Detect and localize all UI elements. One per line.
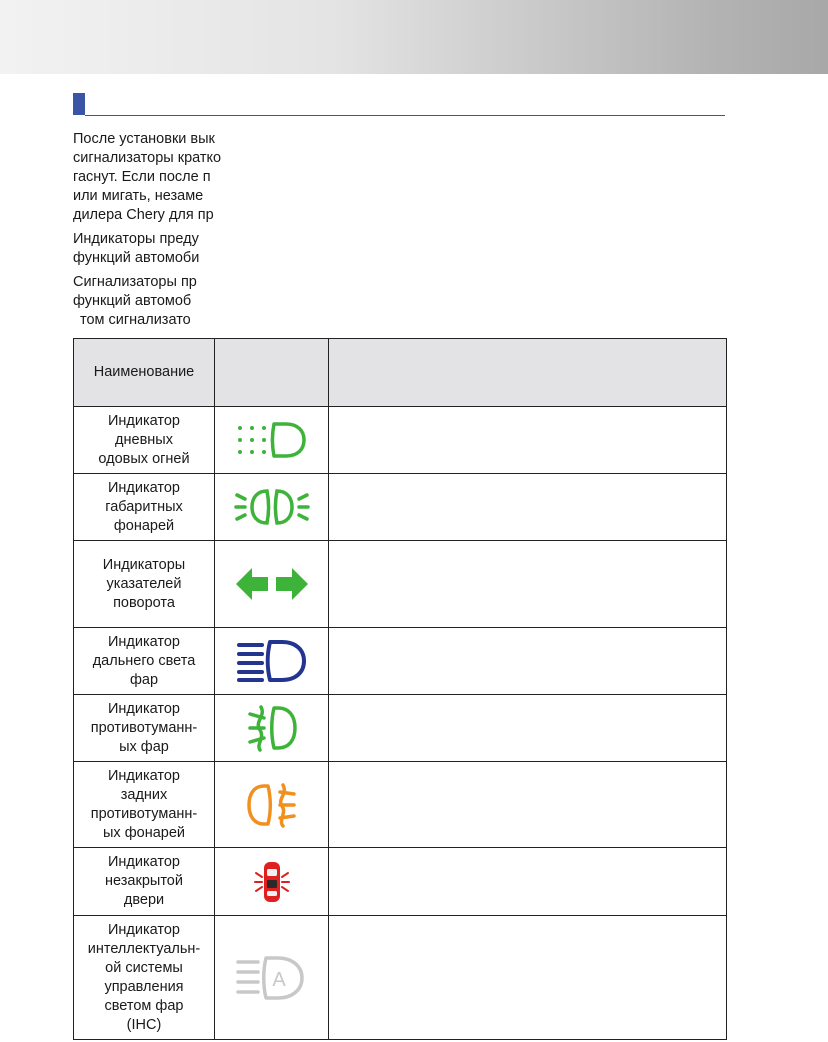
ihc-letter: A [271, 968, 286, 991]
door-open-icon [252, 860, 292, 904]
row-description [329, 474, 727, 541]
row-name: Индикатор незакрытой двери [74, 848, 215, 916]
header-name: Наименование [74, 339, 215, 407]
table-row [74, 848, 727, 916]
turn-signal-arrows-icon [234, 566, 310, 602]
row-name: Индикатор интеллектуальн- ой системы управления светом фар (IHC) [74, 916, 215, 1040]
indicator-table [73, 338, 727, 1040]
table-row [74, 541, 727, 628]
row-name: Индикатор дневных одовых огней [74, 407, 215, 474]
row-name: Индикаторы указателей поворота [74, 541, 215, 628]
high-beam-icon [234, 639, 310, 683]
row-description [329, 407, 727, 474]
ihc-headlight-icon [234, 954, 310, 1002]
row-icon [215, 695, 329, 762]
row-name: Индикатор габаритных фонарей [74, 474, 215, 541]
row-name: Индикатор противотуманн- ых фар [74, 695, 215, 762]
table-row [74, 628, 727, 695]
row-icon [215, 407, 329, 474]
front-fog-light-icon [244, 704, 300, 752]
table-row [74, 407, 727, 474]
rear-fog-light-icon [244, 782, 300, 828]
row-icon [215, 541, 329, 628]
intro-paragraph-1: После установки вык сигнализаторы кратко гаснут. Если после п или мигать, незаме дилера Chery для пр [73, 131, 222, 223]
section-marker [73, 93, 85, 115]
row-icon [215, 474, 329, 541]
table-row [74, 474, 727, 541]
page-header-band [0, 0, 828, 74]
row-description [329, 848, 727, 916]
header-description [329, 339, 727, 407]
row-name: Индикатор задних противотуманн- ых фонарей [74, 762, 215, 848]
row-name: Индикатор дальнего света фар [74, 628, 215, 695]
row-description [329, 762, 727, 848]
position-lights-icon [234, 487, 310, 527]
intro-text [73, 130, 263, 335]
daytime-running-lights-icon [234, 420, 310, 460]
table-row [74, 695, 727, 762]
table-row [74, 916, 727, 1040]
row-icon [215, 848, 329, 916]
intro-paragraph-2: Индикаторы преду функций автомоби [73, 231, 200, 266]
table-row [74, 762, 727, 848]
section-divider [85, 115, 725, 116]
intro-paragraph-3: Сигнализаторы пр функций автомоб том сигнализато [73, 274, 197, 328]
table-header-row [74, 339, 727, 407]
header-icon [215, 339, 329, 407]
row-description [329, 541, 727, 628]
row-description [329, 695, 727, 762]
row-icon [215, 762, 329, 848]
row-description [329, 916, 727, 1040]
row-description [329, 628, 727, 695]
row-icon [215, 628, 329, 695]
row-icon [215, 916, 329, 1040]
